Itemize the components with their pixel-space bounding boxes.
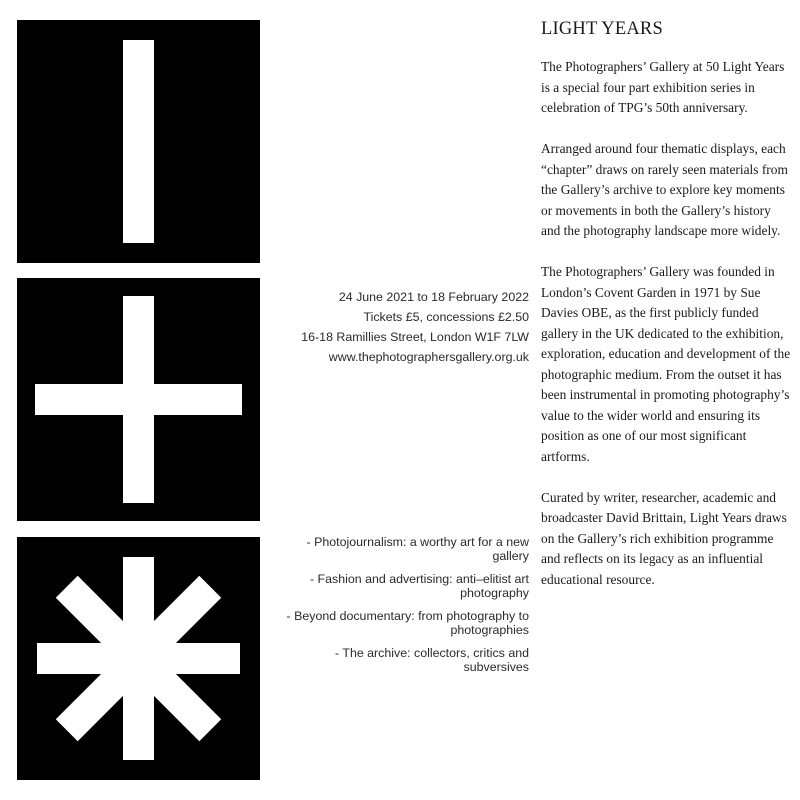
exhibition-dates: 24 June 2021 to 18 February 2022 <box>338 290 529 304</box>
asterisk-icon <box>17 537 260 780</box>
tile-one <box>17 20 260 263</box>
list-item: - Photojournalism: a worthy art for a new gallery <box>306 535 529 563</box>
chapter-list <box>276 536 529 684</box>
website-link[interactable]: www.thephotographersgallery.org.uk <box>328 350 529 364</box>
plus-icon <box>17 278 260 521</box>
list-item: - Beyond documentary: from photography to photographies <box>286 609 529 637</box>
list-item: - Fashion and advertising: anti–elitist art photography <box>309 572 529 600</box>
paragraph-intro: The Photographers’ Gallery at 50 Light Years is a special four part exhibition series in celebration of TPG’s 50th anniversary. <box>541 59 785 115</box>
paragraph-chapters: Arranged around four thematic displays, each “chapter” draws on rarely seen materials from the Gallery’s archive to explore key moments or movements in both the Gallery’s history and the photography landscape more widely. <box>541 141 788 238</box>
tile-two <box>17 278 260 521</box>
exhibition-info <box>268 287 529 367</box>
paragraph-curator: Curated by writer, researcher, academic and broadcaster David Brittain, Light Years draws on the Gallery’s rich exhibition programme and reflects on its legacy as an influential educational resource. <box>541 489 787 587</box>
ticket-prices: Tickets £5, concessions £2.50 <box>363 310 529 324</box>
gallery-address: 16-18 Ramillies Street, London W1F 7LW <box>301 330 529 344</box>
vertical-bar-icon <box>17 20 260 263</box>
page-title: LIGHT YEARS <box>541 19 663 39</box>
tile-three <box>17 537 260 780</box>
paragraph-history: The Photographers’ Gallery was founded in London’s Covent Garden in 1971 by Sue Davies OBE, as the first publicly funded gallery in the UK dedicated to the exhibition, exploration, education and development of the photographic medium. From the outset it has been instrumental in promoting photography’s value to the wider world and ensuring its position as one of our most significant artforms. <box>541 264 791 464</box>
description-column <box>541 18 793 611</box>
list-item: - The archive: collectors, critics and subversives <box>335 646 529 674</box>
